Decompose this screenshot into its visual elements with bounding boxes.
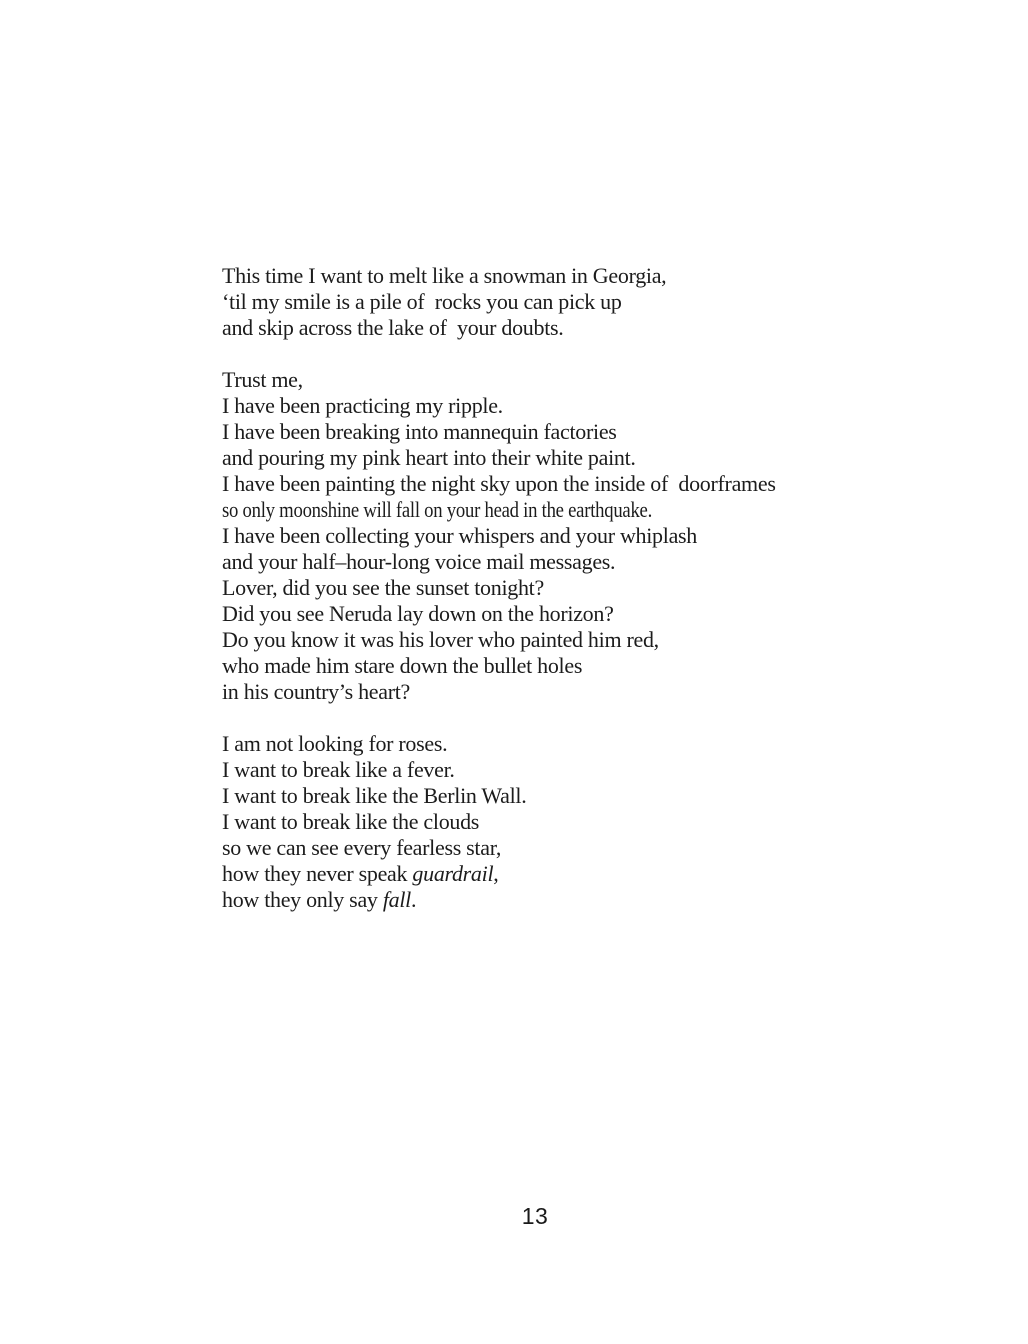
page-number: 13: [521, 1203, 549, 1229]
poem-line: so we can see every fearless star,: [222, 835, 502, 860]
stanza-1: [222, 263, 776, 341]
poem-line: I want to break like the Berlin Wall.: [222, 783, 527, 808]
poem-line: Trust me,: [222, 367, 303, 392]
poem-line: I want to break like the clouds: [222, 809, 480, 834]
line-text: ,: [493, 861, 499, 886]
stanza-2: [222, 367, 776, 705]
poem-line: I have been collecting your whispers and your whiplash: [222, 523, 697, 548]
poem-line: Do you know it was his lover who painted him red,: [222, 627, 659, 652]
italic-word: guardrail: [412, 861, 494, 886]
poem-line-condensed: [222, 497, 776, 523]
italic-word: fall: [382, 887, 411, 912]
line-text: .: [410, 887, 417, 912]
poem-line-with-italic: [222, 887, 776, 913]
poem-line: Lover, did you see the sunset tonight?: [222, 575, 544, 600]
poem-text: [222, 263, 776, 913]
line-text: how they never speak: [222, 861, 413, 886]
poem-line: I want to break like a fever.: [222, 757, 455, 782]
poem-line: in his country’s heart?: [222, 679, 410, 704]
poem-line: I have been practicing my ripple.: [222, 393, 503, 418]
condensed-line-text: so only moonshine will fall on your head in the earthquake.: [222, 497, 653, 522]
poem-line: This time I want to melt like a snowman in Georgia,: [222, 263, 667, 288]
stanza-3: [222, 731, 776, 913]
poem-line: and your half–hour-long voice mail messages.: [222, 549, 616, 574]
poem-line: ‘til my smile is a pile of rocks you can pick up: [222, 289, 622, 314]
poem-line: and skip across the lake of your doubts.: [222, 315, 564, 340]
poem-line: I have been breaking into mannequin factories: [222, 419, 617, 444]
poem-line: I have been painting the night sky upon the inside of doorframes: [222, 471, 776, 496]
poem-line: who made him stare down the bullet holes: [222, 653, 583, 678]
poem-line-with-italic: [222, 861, 776, 887]
poem-line: and pouring my pink heart into their white paint.: [222, 445, 636, 470]
poem-line: Did you see Neruda lay down on the horizon?: [222, 601, 614, 626]
poem-line: I am not looking for roses.: [222, 731, 448, 756]
line-text: how they only say: [222, 887, 383, 912]
